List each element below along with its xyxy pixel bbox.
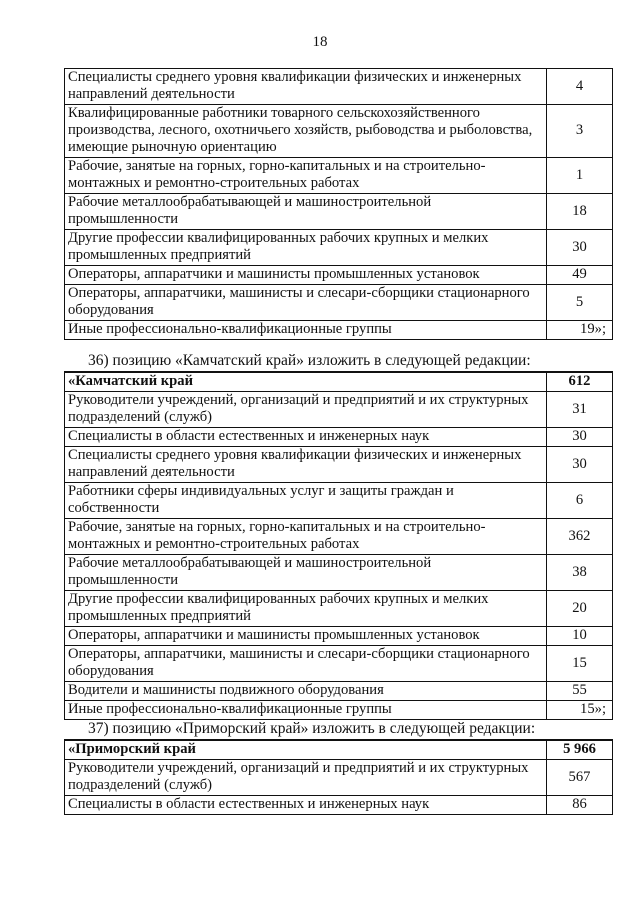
- table-row: [65, 321, 613, 340]
- row-value: 15: [547, 646, 613, 682]
- row-value: 30: [547, 447, 613, 483]
- row-name: Операторы, аппаратчики, машинисты и слесари-сборщики стационарного оборудования: [65, 285, 547, 321]
- table-row: [65, 69, 613, 105]
- section-heading: 36) позицию «Камчатский край» изложить в следующей редакции:: [88, 352, 531, 369]
- row-name: Руководители учреждений, организаций и предприятий и их структурных подразделений (служб): [65, 392, 547, 428]
- region-name: «Камчатский край: [65, 372, 547, 392]
- row-name: Операторы, аппаратчики и машинисты промышленных установок: [65, 627, 547, 646]
- row-name: Руководители учреждений, организаций и предприятий и их структурных подразделений (служб): [65, 760, 547, 796]
- table-row: [65, 682, 613, 701]
- row-name: Работники сферы индивидуальных услуг и защиты граждан и собственности: [65, 483, 547, 519]
- row-value: 5: [547, 285, 613, 321]
- row-value: 55: [547, 682, 613, 701]
- row-name: Другие профессии квалифицированных рабочих крупных и мелких промышленных предприятий: [65, 591, 547, 627]
- row-name: Специалисты среднего уровня квалификации физических и инженерных направлений деятельности: [65, 447, 547, 483]
- table-row: [65, 392, 613, 428]
- row-value: 1: [547, 158, 613, 194]
- row-name: Квалифицированные работники товарного сельскохозяйственного производства, лесного, охотничьего хозяйств, рыбоводства и рыболовства, имеющие рыночную ориентацию: [65, 105, 547, 158]
- row-value: 31: [547, 392, 613, 428]
- row-value: 15»;: [547, 701, 613, 720]
- row-value: 30: [547, 428, 613, 447]
- region-name: «Приморский край: [65, 740, 547, 760]
- region-total: 5 966: [547, 740, 613, 760]
- table-row: [65, 760, 613, 796]
- row-value: 362: [547, 519, 613, 555]
- table-row: [65, 591, 613, 627]
- row-name: Иные профессионально-квалификационные группы: [65, 701, 547, 720]
- primorsky-table: [64, 739, 613, 815]
- row-value: 49: [547, 266, 613, 285]
- row-name: Рабочие, занятые на горных, горно-капитальных и на строительно-монтажных и ремонтно-строительных работах: [65, 158, 547, 194]
- kamchatka-table: [64, 371, 613, 720]
- region-total: 612: [547, 372, 613, 392]
- row-value: 86: [547, 796, 613, 815]
- table-row: [65, 428, 613, 447]
- table-row: [65, 483, 613, 519]
- row-name: Специалисты в области естественных и инженерных наук: [65, 428, 547, 447]
- row-name: Рабочие, занятые на горных, горно-капитальных и на строительно-монтажных и ремонтно-строительных работах: [65, 519, 547, 555]
- section-heading: 37) позицию «Приморский край» изложить в следующей редакции:: [88, 720, 536, 737]
- continuation-table: [64, 68, 613, 340]
- table-row: [65, 230, 613, 266]
- row-value: 30: [547, 230, 613, 266]
- table-row: [65, 646, 613, 682]
- row-name: Рабочие металлообрабатывающей и машиностроительной промышленности: [65, 194, 547, 230]
- table-row: [65, 701, 613, 720]
- row-value: 10: [547, 627, 613, 646]
- row-name: Операторы, аппаратчики, машинисты и слесари-сборщики стационарного оборудования: [65, 646, 547, 682]
- row-value: 18: [547, 194, 613, 230]
- table-row: [65, 285, 613, 321]
- row-name: Водители и машинисты подвижного оборудования: [65, 682, 547, 701]
- row-name: Иные профессионально-квалификационные группы: [65, 321, 547, 340]
- table-row: [65, 519, 613, 555]
- row-value: 567: [547, 760, 613, 796]
- table-row: [65, 796, 613, 815]
- row-value: 6: [547, 483, 613, 519]
- row-name: Операторы, аппаратчики и машинисты промышленных установок: [65, 266, 547, 285]
- table-row: [65, 555, 613, 591]
- table-header-row: [65, 740, 613, 760]
- table-row: [65, 158, 613, 194]
- table-row: [65, 266, 613, 285]
- table-row: [65, 194, 613, 230]
- table-header-row: [65, 372, 613, 392]
- row-name: Рабочие металлообрабатывающей и машиностроительной промышленности: [65, 555, 547, 591]
- row-name: Специалисты в области естественных и инженерных наук: [65, 796, 547, 815]
- table-row: [65, 447, 613, 483]
- table-row: [65, 627, 613, 646]
- page-number: 18: [312, 34, 328, 50]
- table-row: [65, 105, 613, 158]
- row-value: 19»;: [547, 321, 613, 340]
- row-value: 38: [547, 555, 613, 591]
- row-name: Другие профессии квалифицированных рабочих крупных и мелких промышленных предприятий: [65, 230, 547, 266]
- row-value: 4: [547, 69, 613, 105]
- row-value: 20: [547, 591, 613, 627]
- row-name: Специалисты среднего уровня квалификации физических и инженерных направлений деятельности: [65, 69, 547, 105]
- row-value: 3: [547, 105, 613, 158]
